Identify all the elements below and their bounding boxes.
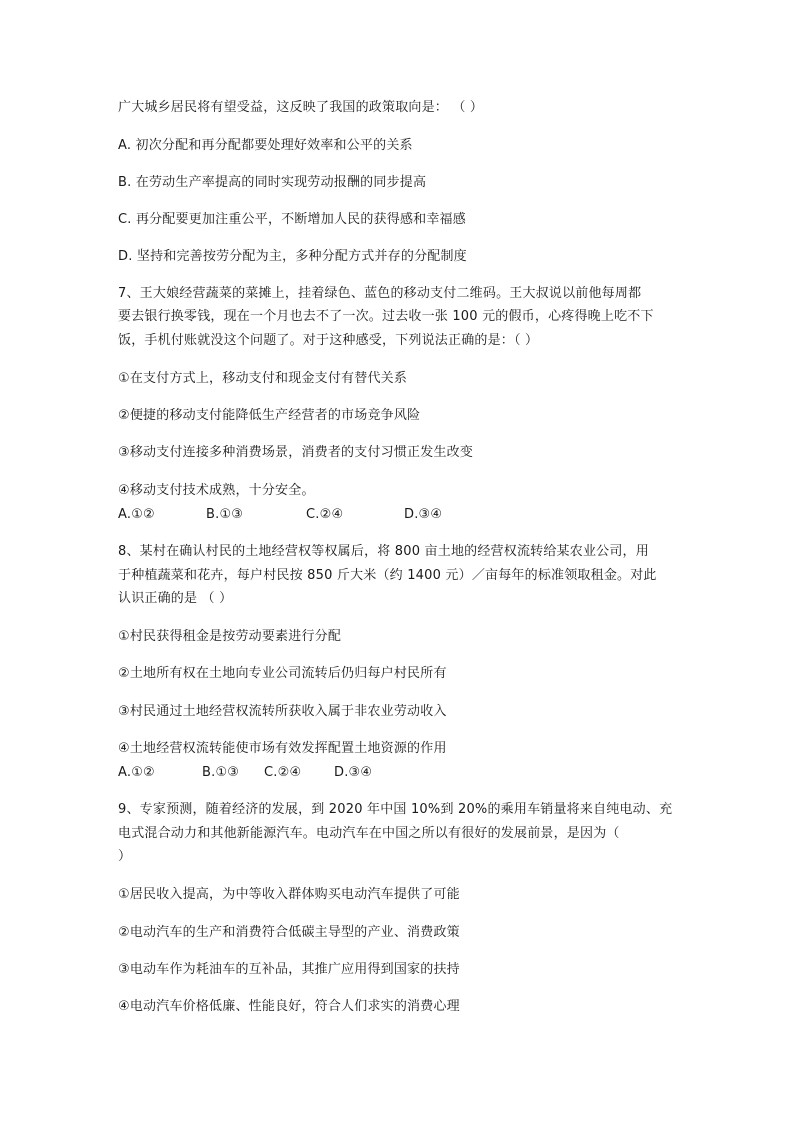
q9-item-3: ③电动车作为耗油车的互补品，其推广应用得到国家的扶持	[118, 962, 460, 977]
q8-stem-line-3: 认识正确的是 （ ）	[118, 591, 233, 606]
q6-stem: 广大城乡居民将有望受益，这反映了我国的政策取向是： （ ）	[118, 100, 484, 115]
q9-item-4: ④电动汽车价格低廉、性能良好，符合人们求实的消费心理	[118, 999, 460, 1014]
q7-stem-line-2: 要去银行换零钱，现在一个月也去不了一次。过去收一张 100 元的假币，心疼得晚上吃不下	[118, 309, 654, 324]
q7-choices	[118, 506, 442, 524]
q8-choices	[118, 764, 372, 782]
q7-stem-line-3: 饭，手机付账就没这个问题了。对于这种感受，下列说法正确的是：（ ）	[118, 333, 539, 348]
q7-choice-b: B.①③	[206, 507, 244, 522]
q9-stem-line-2: 电式混合动力和其他新能源汽车。电动汽车在中国之所以有很好的发展前景，是因为（	[118, 826, 620, 841]
q6-option-d: D. 坚持和完善按劳分配为主，多种分配方式并存的分配制度	[118, 249, 467, 264]
q8-choice-d: D.③④	[334, 765, 373, 780]
q6-option-c: C. 再分配要更加注重公平，不断增加人民的获得感和幸福感	[118, 212, 466, 227]
q6-option-b: B. 在劳动生产率提高的同时实现劳动报酬的同步提高	[118, 175, 427, 190]
q7-item-2: ②便捷的移动支付能降低生产经营者的市场竞争风险	[118, 408, 421, 423]
q8-item-4: ④土地经营权流转能使市场有效发挥配置土地资源的作用	[118, 741, 447, 756]
q7-choice-c: C.②④	[306, 507, 344, 522]
q7-stem-line-1: 7、王大娘经营蔬菜的菜摊上，挂着绿色、蓝色的移动支付二维码。王大叔说以前他每周都	[118, 286, 642, 301]
q7-item-1: ①在支付方式上，移动支付和现金支付有替代关系	[118, 371, 408, 386]
q8-stem-line-2: 于种植蔬菜和花卉，每户村民按 850 斤大米（约 1400 元）／亩每年的标准领取租金。对此	[118, 568, 657, 583]
q7-choice-a: A.①②	[118, 507, 155, 522]
q7-choice-d: D.③④	[404, 507, 443, 522]
q8-choice-b: B.①③	[202, 765, 240, 780]
q8-choice-c: C.②④	[264, 765, 302, 780]
q7-item-3: ③移动支付连接多种消费场景，消费者的支付习惯正发生改变	[118, 445, 474, 460]
q8-item-2: ②土地所有权在土地向专业公司流转后仍归每户村民所有	[118, 666, 447, 681]
q9-stem-line-3: ）	[118, 849, 132, 864]
q9-item-1: ①居民收入提高，为中等收入群体购买电动汽车提供了可能	[118, 887, 460, 902]
q8-item-1: ①村民获得租金是按劳动要素进行分配	[118, 629, 342, 644]
q6-option-a: A. 初次分配和再分配都要处理好效率和公平的关系	[118, 138, 413, 153]
q9-item-2: ②电动汽车的生产和消费符合低碳主导型的产业、消费政策	[118, 925, 460, 940]
q7-item-4: ④移动支付技术成熟，十分安全。	[118, 483, 315, 498]
q8-choice-a: A.①②	[118, 765, 155, 780]
q9-stem-line-1: 9、专家预测，随着经济的发展，到 2020 年中国 10%到 20%的乘用车销量将来自纯电动、充	[118, 802, 673, 817]
q8-stem-line-1: 8、某村在确认村民的土地经营权等权属后，将 800 亩土地的经营权流转给某农业公司，用	[118, 544, 649, 559]
q8-item-3: ③村民通过土地经营权流转所获收入属于非农业劳动收入	[118, 704, 447, 719]
